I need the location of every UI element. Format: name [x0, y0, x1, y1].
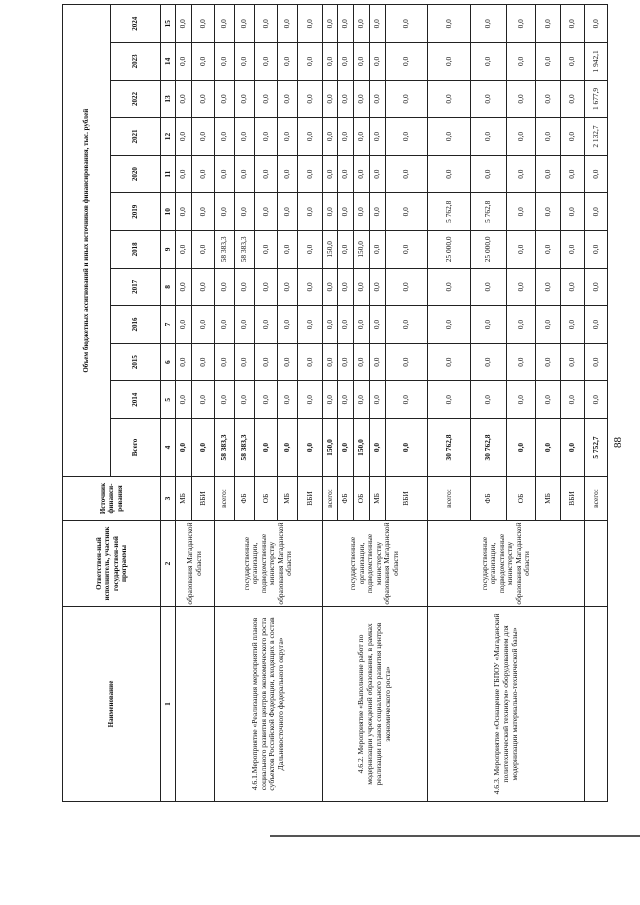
column-number: 3: [161, 477, 176, 521]
year-amount: 0,0: [338, 306, 354, 344]
year-amount: 0,0: [192, 306, 214, 344]
year-amount: 0,0: [175, 306, 192, 344]
year-amount: 2 132,7: [585, 118, 608, 156]
year-amount: 1 942,1: [585, 43, 608, 81]
year-amount: 0,0: [192, 381, 214, 419]
year-amount: 0,0: [385, 231, 428, 269]
year-amount: 0,0: [560, 118, 585, 156]
table-row: [322, 5, 338, 802]
year-amount: 150,0: [322, 231, 338, 269]
year-amount: 0,0: [506, 193, 535, 231]
year-amount: 0,0: [277, 5, 297, 43]
table-row: [175, 5, 192, 802]
year-amount: 0,0: [192, 343, 214, 381]
year-amount: 0,0: [506, 155, 535, 193]
year-amount: 0,0: [470, 43, 506, 81]
year-amount: 0,0: [255, 306, 277, 344]
total-amount: 0,0: [338, 419, 354, 477]
header-year: 2014: [111, 381, 161, 419]
year-amount: 0,0: [338, 118, 354, 156]
year-amount: 0,0: [338, 231, 354, 269]
year-amount: 0,0: [214, 193, 234, 231]
year-amount: 0,0: [277, 231, 297, 269]
funding-source: всего:: [428, 477, 471, 521]
total-amount: 150,0: [354, 419, 370, 477]
year-amount: 0,0: [470, 155, 506, 193]
year-amount: 0,0: [175, 343, 192, 381]
year-amount: 0,0: [175, 268, 192, 306]
year-amount: 0,0: [428, 381, 471, 419]
year-amount: 0,0: [506, 43, 535, 81]
year-amount: 0,0: [192, 268, 214, 306]
total-amount: 0,0: [369, 419, 385, 477]
year-amount: 0,0: [214, 381, 234, 419]
year-amount: 0,0: [536, 118, 561, 156]
year-amount: 0,0: [297, 43, 322, 81]
header-year: 2024: [111, 5, 161, 43]
year-amount: 0,0: [428, 306, 471, 344]
year-amount: 0,0: [428, 80, 471, 118]
year-amount: 0,0: [297, 306, 322, 344]
year-amount: 0,0: [369, 343, 385, 381]
year-amount: 0,0: [277, 155, 297, 193]
year-amount: 0,0: [322, 343, 338, 381]
year-amount: 0,0: [506, 381, 535, 419]
year-amount: 0,0: [235, 118, 255, 156]
year-amount: 0,0: [235, 5, 255, 43]
column-number-row: [161, 5, 176, 802]
column-number: 7: [161, 306, 176, 344]
year-amount: 0,0: [470, 268, 506, 306]
year-amount: 1 677,9: [585, 80, 608, 118]
funding-source: ФБ: [338, 477, 354, 521]
year-amount: 0,0: [235, 43, 255, 81]
year-amount: 0,0: [214, 306, 234, 344]
funding-source: МБ: [277, 477, 297, 521]
year-amount: 0,0: [255, 118, 277, 156]
year-amount: 0,0: [235, 343, 255, 381]
year-amount: 0,0: [536, 231, 561, 269]
year-amount: 0,0: [338, 43, 354, 81]
year-amount: 0,0: [322, 118, 338, 156]
year-amount: 0,0: [192, 231, 214, 269]
column-number: 2: [161, 521, 176, 607]
year-amount: 0,0: [255, 268, 277, 306]
column-number: 15: [161, 5, 176, 43]
table-row: [214, 5, 234, 802]
funding-source: всего:: [585, 477, 608, 521]
year-amount: 0,0: [385, 268, 428, 306]
responsible-executor: [585, 521, 608, 607]
total-amount: 0,0: [536, 419, 561, 477]
year-amount: 0,0: [354, 80, 370, 118]
year-amount: 0,0: [354, 306, 370, 344]
year-amount: 0,0: [214, 5, 234, 43]
year-amount: 0,0: [235, 306, 255, 344]
funding-source: всего:: [214, 477, 234, 521]
total-amount: 0,0: [192, 419, 214, 477]
year-amount: 0,0: [428, 43, 471, 81]
year-amount: 0,0: [297, 155, 322, 193]
year-amount: 0,0: [536, 343, 561, 381]
year-amount: 0,0: [560, 193, 585, 231]
year-amount: 0,0: [354, 5, 370, 43]
year-amount: 0,0: [297, 381, 322, 419]
year-amount: 0,0: [536, 381, 561, 419]
year-amount: 0,0: [536, 43, 561, 81]
activity-name: 4.6.1.Мероприятие «Реализация мероприятий планов социального развития центров экономического роста субъектов Российской Федерации, входящих в состав Дальневосточного федерального округа»: [214, 607, 322, 802]
total-amount: 0,0: [297, 419, 322, 477]
header-year: 2023: [111, 43, 161, 81]
year-amount: 0,0: [385, 5, 428, 43]
year-amount: 0,0: [536, 268, 561, 306]
year-amount: 0,0: [536, 155, 561, 193]
year-amount: 0,0: [354, 381, 370, 419]
year-amount: 0,0: [385, 343, 428, 381]
year-amount: 0,0: [175, 193, 192, 231]
year-amount: 0,0: [536, 5, 561, 43]
year-amount: 150,0: [354, 231, 370, 269]
year-amount: 0,0: [277, 381, 297, 419]
column-number: 13: [161, 80, 176, 118]
year-amount: 0,0: [235, 155, 255, 193]
year-amount: 0,0: [585, 155, 608, 193]
year-amount: 0,0: [354, 118, 370, 156]
year-amount: 0,0: [369, 381, 385, 419]
year-amount: 0,0: [322, 306, 338, 344]
year-amount: 0,0: [470, 118, 506, 156]
year-amount: 0,0: [506, 118, 535, 156]
year-amount: 0,0: [369, 43, 385, 81]
year-amount: 0,0: [536, 80, 561, 118]
year-amount: 0,0: [385, 43, 428, 81]
year-amount: 0,0: [506, 5, 535, 43]
year-amount: 0,0: [506, 80, 535, 118]
year-amount: 0,0: [338, 80, 354, 118]
year-amount: 0,0: [255, 231, 277, 269]
funding-source: ФБ: [235, 477, 255, 521]
year-amount: 0,0: [192, 155, 214, 193]
year-amount: 0,0: [175, 5, 192, 43]
funding-source: ФБ: [470, 477, 506, 521]
year-amount: 0,0: [585, 268, 608, 306]
year-amount: 0,0: [277, 268, 297, 306]
table-row: [585, 5, 608, 802]
total-amount: 0,0: [506, 419, 535, 477]
year-amount: 0,0: [585, 306, 608, 344]
header-year: 2019: [111, 193, 161, 231]
year-amount: 0,0: [369, 155, 385, 193]
footer-rule: [270, 835, 640, 837]
year-amount: 0,0: [192, 80, 214, 118]
total-amount: 0,0: [560, 419, 585, 477]
header-responsible: Ответствен-ный исполнитель, участник государствен-ной программы: [63, 521, 161, 607]
year-amount: 0,0: [214, 118, 234, 156]
year-amount: 0,0: [338, 193, 354, 231]
responsible-executor: государственные организации, подведомственные министерству образования Магаданской области: [214, 521, 322, 607]
year-amount: 0,0: [297, 118, 322, 156]
page-number: 88: [612, 437, 624, 448]
column-number: 12: [161, 118, 176, 156]
year-amount: 0,0: [297, 80, 322, 118]
funding-source: ВБИ: [385, 477, 428, 521]
year-amount: 0,0: [322, 80, 338, 118]
year-amount: 0,0: [385, 80, 428, 118]
total-amount: 30 762,8: [428, 419, 471, 477]
year-amount: 0,0: [255, 343, 277, 381]
year-amount: 0,0: [277, 118, 297, 156]
year-amount: 0,0: [214, 43, 234, 81]
year-amount: 0,0: [560, 80, 585, 118]
funding-source: ВБИ: [192, 477, 214, 521]
year-amount: 0,0: [175, 80, 192, 118]
column-number: 11: [161, 155, 176, 193]
year-amount: 0,0: [354, 268, 370, 306]
year-amount: 0,0: [560, 268, 585, 306]
year-amount: 0,0: [322, 5, 338, 43]
year-amount: 0,0: [354, 155, 370, 193]
year-amount: 0,0: [560, 155, 585, 193]
column-number: 6: [161, 343, 176, 381]
total-amount: 5 752,7: [585, 419, 608, 477]
year-amount: 0,0: [192, 118, 214, 156]
year-amount: 0,0: [385, 155, 428, 193]
year-amount: 0,0: [506, 231, 535, 269]
year-amount: 0,0: [369, 118, 385, 156]
year-amount: 0,0: [385, 381, 428, 419]
year-amount: 0,0: [585, 343, 608, 381]
year-amount: 25 000,0: [428, 231, 471, 269]
year-amount: 0,0: [338, 381, 354, 419]
year-amount: 0,0: [560, 231, 585, 269]
year-amount: 0,0: [385, 118, 428, 156]
header-year: 2017: [111, 268, 161, 306]
activity-name: [175, 607, 214, 802]
year-amount: 0,0: [560, 343, 585, 381]
header-year: 2016: [111, 306, 161, 344]
funding-source: ВБИ: [560, 477, 585, 521]
header-total: Всего: [111, 419, 161, 477]
year-amount: 0,0: [297, 343, 322, 381]
year-amount: 0,0: [470, 80, 506, 118]
year-amount: 0,0: [255, 5, 277, 43]
column-number: 4: [161, 419, 176, 477]
year-amount: 0,0: [369, 80, 385, 118]
year-amount: 0,0: [560, 43, 585, 81]
year-amount: 0,0: [322, 381, 338, 419]
year-amount: 0,0: [255, 381, 277, 419]
funding-source: ОБ: [506, 477, 535, 521]
year-amount: 0,0: [506, 268, 535, 306]
year-amount: 0,0: [175, 155, 192, 193]
year-amount: 25 000,0: [470, 231, 506, 269]
header-year: 2020: [111, 155, 161, 193]
year-amount: 5 762,8: [428, 193, 471, 231]
year-amount: 0,0: [470, 343, 506, 381]
year-amount: 0,0: [536, 306, 561, 344]
total-amount: 0,0: [175, 419, 192, 477]
year-amount: 0,0: [369, 5, 385, 43]
year-amount: 0,0: [235, 381, 255, 419]
funding-source: МБ: [369, 477, 385, 521]
header-source: Источник финанси-рования: [63, 477, 161, 521]
year-amount: 0,0: [369, 306, 385, 344]
table-row: [428, 5, 471, 802]
year-amount: 0,0: [354, 343, 370, 381]
header-year: 2022: [111, 80, 161, 118]
year-amount: 0,0: [369, 268, 385, 306]
funding-source: всего:: [322, 477, 338, 521]
year-amount: 0,0: [585, 231, 608, 269]
activity-name: [585, 607, 608, 802]
year-amount: 0,0: [214, 268, 234, 306]
total-amount: 0,0: [255, 419, 277, 477]
responsible-executor: государственные организации, подведомственные министерству образования Магаданской области: [322, 521, 428, 607]
year-amount: 0,0: [560, 5, 585, 43]
year-amount: 0,0: [192, 43, 214, 81]
year-amount: 0,0: [354, 193, 370, 231]
year-amount: 0,0: [255, 80, 277, 118]
year-amount: 0,0: [277, 306, 297, 344]
year-amount: 0,0: [338, 5, 354, 43]
column-number: 10: [161, 193, 176, 231]
year-amount: 0,0: [297, 231, 322, 269]
year-amount: 0,0: [255, 193, 277, 231]
responsible-executor: государственные организации, подведомственные министерству образования Магаданской области: [428, 521, 585, 607]
year-amount: 0,0: [192, 5, 214, 43]
column-number: 8: [161, 268, 176, 306]
year-amount: 0,0: [354, 43, 370, 81]
year-amount: 0,0: [214, 155, 234, 193]
year-amount: 0,0: [585, 5, 608, 43]
year-amount: 0,0: [338, 343, 354, 381]
year-amount: 0,0: [277, 193, 297, 231]
total-amount: 0,0: [385, 419, 428, 477]
year-amount: 0,0: [297, 268, 322, 306]
year-amount: 0,0: [255, 43, 277, 81]
year-amount: 0,0: [175, 43, 192, 81]
year-amount: 0,0: [428, 5, 471, 43]
year-amount: 5 762,8: [470, 193, 506, 231]
year-amount: 0,0: [297, 5, 322, 43]
year-amount: 0,0: [175, 118, 192, 156]
rotated-table-wrapper: [62, 5, 608, 802]
year-amount: 0,0: [235, 193, 255, 231]
total-amount: 30 762,8: [470, 419, 506, 477]
year-amount: 0,0: [506, 306, 535, 344]
year-amount: 0,0: [428, 118, 471, 156]
year-amount: 0,0: [369, 193, 385, 231]
total-amount: 150,0: [322, 419, 338, 477]
year-amount: 0,0: [428, 268, 471, 306]
header-name: Наименование: [63, 607, 161, 802]
year-amount: 0,0: [235, 268, 255, 306]
activity-name: 4.6.2. Мероприятие «Выполнение работ по модернизации учреждений образования, в рамках реализации планов социального развития центров экономического роста»: [322, 607, 428, 802]
year-amount: 0,0: [322, 155, 338, 193]
year-amount: 0,0: [322, 268, 338, 306]
responsible-executor: образования Магаданской области: [175, 521, 214, 607]
year-amount: 0,0: [214, 80, 234, 118]
year-amount: 0,0: [235, 80, 255, 118]
year-amount: 0,0: [277, 43, 297, 81]
column-number: 9: [161, 231, 176, 269]
funding-source: ОБ: [255, 477, 277, 521]
total-amount: 58 383,3: [214, 419, 234, 477]
year-amount: 0,0: [506, 343, 535, 381]
year-amount: 0,0: [192, 193, 214, 231]
year-amount: 0,0: [385, 306, 428, 344]
header-year: 2018: [111, 231, 161, 269]
year-amount: 0,0: [322, 43, 338, 81]
funding-table: [62, 4, 608, 802]
year-amount: 0,0: [255, 155, 277, 193]
column-number: 14: [161, 43, 176, 81]
total-amount: 0,0: [277, 419, 297, 477]
header-year: 2015: [111, 343, 161, 381]
year-amount: 0,0: [175, 231, 192, 269]
funding-source: ОБ: [354, 477, 370, 521]
year-amount: 0,0: [338, 155, 354, 193]
year-amount: 58 383,3: [214, 231, 234, 269]
year-amount: 0,0: [585, 193, 608, 231]
year-amount: 0,0: [428, 155, 471, 193]
year-amount: 0,0: [560, 381, 585, 419]
funding-source: ВБИ: [297, 477, 322, 521]
year-amount: 0,0: [428, 343, 471, 381]
year-amount: 0,0: [470, 381, 506, 419]
year-amount: 0,0: [470, 5, 506, 43]
year-amount: 0,0: [175, 381, 192, 419]
year-amount: 0,0: [470, 306, 506, 344]
column-number: 5: [161, 381, 176, 419]
header-year: 2021: [111, 118, 161, 156]
year-amount: 0,0: [297, 193, 322, 231]
year-amount: 0,0: [385, 193, 428, 231]
year-amount: 0,0: [338, 268, 354, 306]
year-amount: 0,0: [277, 343, 297, 381]
header-volume-title: Объем бюджетных ассигнований и иных источников финансирования, тыс. рублей: [63, 5, 111, 477]
year-amount: 0,0: [536, 193, 561, 231]
column-number: 1: [161, 607, 176, 802]
total-amount: 58 383,3: [235, 419, 255, 477]
year-amount: 58 383,3: [235, 231, 255, 269]
year-amount: 0,0: [322, 193, 338, 231]
year-amount: 0,0: [560, 306, 585, 344]
year-amount: 0,0: [214, 343, 234, 381]
year-amount: 0,0: [369, 231, 385, 269]
funding-source: МБ: [175, 477, 192, 521]
year-amount: 0,0: [585, 381, 608, 419]
funding-source: МБ: [536, 477, 561, 521]
activity-name: 4.6.3. Мероприятие «Оснащение ГБПОУ «Магаданский политехнический техникум» оборудованием для модернизации материально-технической базы»: [428, 607, 585, 802]
year-amount: 0,0: [277, 80, 297, 118]
